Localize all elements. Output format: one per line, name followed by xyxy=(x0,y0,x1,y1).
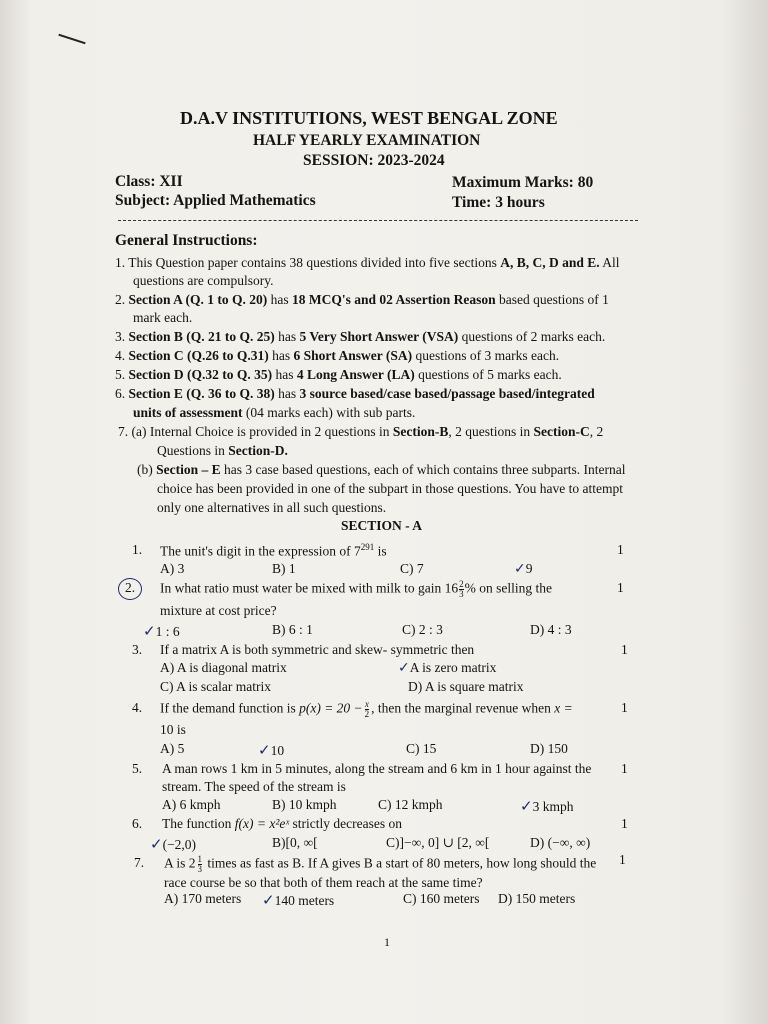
question-marks: 1 xyxy=(621,816,628,831)
instruction-7a: 7. (a) Internal Choice is provided in 2 questions in Section-B, 2 questions in Section-C, 2 xyxy=(118,424,604,439)
option-a: A) 6 kmph xyxy=(162,797,221,812)
question-text: If a matrix A is both symmetric and skew- symmetric then xyxy=(160,642,475,657)
option-a: A) 5 xyxy=(160,741,185,756)
section-a-title: SECTION - A xyxy=(341,518,423,533)
instruction-2-cont: mark each. xyxy=(133,310,193,325)
option-c: C) 7 xyxy=(400,561,424,576)
divider xyxy=(118,220,638,221)
question-number: 2. xyxy=(125,580,136,595)
option-b: B)[0, ∞[ xyxy=(272,835,318,850)
instruction-4: 4. Section C (Q.26 to Q.31) has 6 Short Answer (SA) questions of 3 marks each. xyxy=(115,348,560,363)
class-label: Class: XII xyxy=(115,173,183,190)
option-a-ticked: ✓(−2,0) xyxy=(150,835,197,853)
question-number: 1. xyxy=(132,542,143,557)
option-d: D) (−∞, ∞) xyxy=(530,835,591,850)
option-d: D) A is square matrix xyxy=(408,679,524,694)
question-number: 3. xyxy=(132,642,143,657)
option-b: B) 10 kmph xyxy=(272,797,337,812)
option-b: B) 6 : 1 xyxy=(272,622,313,637)
option-d: D) 150 xyxy=(530,741,568,756)
instruction-6-cont: units of assessment (04 marks each) with sub parts. xyxy=(133,405,416,420)
instruction-2: 2. Section A (Q. 1 to Q. 20) has 18 MCQ's and 02 Assertion Reason based questions of 1 xyxy=(115,292,609,307)
max-marks-label: Maximum Marks: 80 xyxy=(452,174,594,191)
option-c: C) A is scalar matrix xyxy=(160,679,271,694)
tick-mark-icon: ✓ xyxy=(262,891,275,909)
question-text-cont: stream. The speed of the stream is xyxy=(162,779,346,794)
instruction-7b-cont2: only one alternatives in all such questions. xyxy=(157,500,387,515)
option-a-ticked: ✓1 : 6 xyxy=(143,622,180,640)
question-text-cont: 10 is xyxy=(160,722,186,737)
question-marks: 1 xyxy=(621,761,628,776)
time-label: Time: 3 hours xyxy=(452,194,545,211)
option-b-ticked: ✓10 xyxy=(258,741,285,759)
instruction-5: 5. Section D (Q.32 to Q. 35) has 4 Long Answer (LA) questions of 5 marks each. xyxy=(115,367,562,382)
tick-mark-icon: ✓ xyxy=(520,797,533,815)
question-number: 7. xyxy=(134,855,145,870)
instruction-7b-cont1: choice has been provided in one of the subpart in those questions. You have to attempt xyxy=(157,481,624,496)
question-text: The unit's digit in the expression of $7^{291}$ is xyxy=(160,542,387,559)
pen-stroke-icon xyxy=(58,34,85,45)
question-text-cont: mixture at cost price? xyxy=(160,603,277,618)
tick-mark-icon: ✓ xyxy=(398,660,410,676)
option-a: A) A is diagonal matrix xyxy=(160,660,287,675)
question-marks: 1 xyxy=(617,580,624,595)
tick-mark-icon: ✓ xyxy=(258,741,271,759)
question-number: 4. xyxy=(132,700,143,715)
question-text: A is 2 $\frac{1}{3}$ times as fast as B. If A gives B a start of 80 meters, how long should the xyxy=(164,854,597,874)
page-number: 1 xyxy=(384,935,390,949)
instruction-1: 1. This Question paper contains 38 questions divided into five sections A, B, C, D and E. All xyxy=(115,255,620,270)
question-text: If the demand function is p(x) = 20 − $\frac{x}{2}$ , then the marginal revenue when x = xyxy=(160,699,573,719)
exam-title: HALF YEARLY EXAMINATION xyxy=(253,132,481,149)
session-title: SESSION: 2023-2024 xyxy=(303,152,445,169)
question-text: The function f(x) = x²eˣ strictly decreases on xyxy=(162,816,403,831)
question-text: A man rows 1 km in 5 minutes, along the stream and 6 km in 1 hour against the xyxy=(162,761,592,776)
tick-mark-icon: ✓ xyxy=(150,835,163,853)
question-marks: 1 xyxy=(617,542,624,557)
option-c: C) 160 meters xyxy=(403,891,480,906)
question-marks: 1 xyxy=(621,642,628,657)
option-c: C) 15 xyxy=(406,741,437,756)
option-a: A) 170 meters xyxy=(164,891,242,906)
question-text: In what ratio must water be mixed with milk to gain 16 $\frac{2}{3}$ % on selling the xyxy=(160,579,552,599)
option-c: C)]−∞, 0] ∪ [2, ∞[ xyxy=(386,835,490,850)
instruction-1-cont: questions are compulsory. xyxy=(133,273,274,288)
instruction-7b: (b) Section – E has 3 case based questions, each of which contains three subparts. Internal xyxy=(137,462,626,477)
instruction-3: 3. Section B (Q. 21 to Q. 25) has 5 Very Short Answer (VSA) questions of 2 marks each. xyxy=(115,329,606,344)
option-c: C) 12 kmph xyxy=(378,797,443,812)
question-text-cont: race course be so that both of them reach at the same time? xyxy=(164,875,483,890)
option-d-ticked: ✓3 kmph xyxy=(520,797,574,815)
option-d: D) 4 : 3 xyxy=(530,622,572,637)
tick-mark-icon: ✓ xyxy=(143,622,156,640)
option-d: D) 150 meters xyxy=(498,891,576,906)
question-marks: 1 xyxy=(619,852,626,867)
option-d-ticked: ✓9 xyxy=(514,561,533,577)
option-b-ticked: ✓A is zero matrix xyxy=(398,660,497,676)
subject-label: Subject: Applied Mathematics xyxy=(115,192,316,209)
question-number: 6. xyxy=(132,816,143,831)
question-number: 5. xyxy=(132,761,143,776)
instructions-title: General Instructions: xyxy=(115,232,258,249)
option-a: A) 3 xyxy=(160,561,185,576)
instruction-7a-cont: Questions in Section-D. xyxy=(157,443,288,458)
instruction-6: 6. Section E (Q. 36 to Q. 38) has 3 source based/case based/passage based/integrated xyxy=(115,386,595,401)
option-c: C) 2 : 3 xyxy=(402,622,443,637)
institution-title: D.A.V INSTITUTIONS, WEST BENGAL ZONE xyxy=(180,108,558,128)
option-b-ticked: ✓140 meters xyxy=(262,891,335,909)
tick-mark-icon: ✓ xyxy=(514,561,526,577)
option-b: B) 1 xyxy=(272,561,296,576)
question-marks: 1 xyxy=(621,700,628,715)
